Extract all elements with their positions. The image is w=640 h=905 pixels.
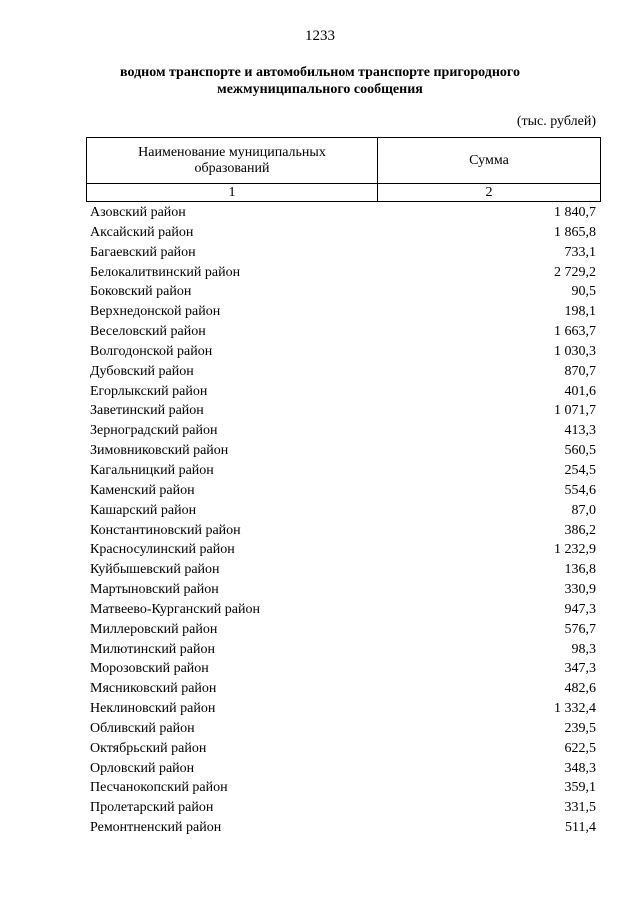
municipality-sum: 1 332,4: [554, 701, 596, 717]
table-header-row: [87, 138, 601, 184]
table-row: [90, 600, 596, 620]
table-column-numbers-row: [87, 184, 601, 202]
table-row: [90, 659, 596, 679]
municipality-name: Константиновский район: [90, 522, 241, 538]
table-row: [90, 282, 596, 302]
municipality-name: Зерноградский район: [90, 423, 218, 439]
heading-line-1: водном транспорте и автомобильном транспорте пригородного: [120, 65, 520, 80]
municipality-sum: 401,6: [564, 383, 596, 399]
municipality-name: Куйбышевский район: [90, 562, 220, 578]
municipality-name: Песчанокопский район: [90, 780, 228, 796]
municipality-name: Морозовский район: [90, 661, 209, 677]
municipality-sum: 622,5: [564, 740, 596, 756]
municipality-sum: 348,3: [564, 760, 596, 776]
table-row: [90, 580, 596, 600]
municipality-sum: 511,4: [565, 820, 596, 836]
table-row: [90, 302, 596, 322]
municipality-sum: 254,5: [564, 462, 596, 478]
municipality-sum: 98,3: [571, 641, 596, 657]
municipality-sum: 576,7: [564, 621, 596, 637]
municipality-name: Боковский район: [90, 284, 192, 300]
table-row: [90, 401, 596, 421]
municipality-name: Красносулинский район: [90, 542, 235, 558]
municipality-name: Орловский район: [90, 760, 195, 776]
table-row: [90, 362, 596, 382]
municipality-name: Заветинский район: [90, 403, 204, 419]
table-row: [90, 521, 596, 541]
table-row: [90, 699, 596, 719]
table-row: [90, 441, 596, 461]
municipality-sum: 198,1: [564, 304, 596, 320]
table-row: [90, 798, 596, 818]
document-heading: [60, 64, 580, 98]
municipality-sum: 1 232,9: [554, 542, 596, 558]
municipality-name: Азовский район: [90, 205, 186, 220]
municipality-sum: 482,6: [564, 681, 596, 697]
municipality-sum: 2 729,2: [554, 264, 596, 280]
municipality-name: Дубовский район: [90, 363, 194, 379]
table-row: [90, 739, 596, 759]
municipality-name: Неклиновский район: [90, 701, 216, 717]
municipality-sum: 1 071,7: [554, 403, 596, 419]
municipality-sum: 90,5: [571, 284, 596, 300]
municipality-name: Багаевский район: [90, 244, 196, 260]
municipality-name: Волгодонской район: [90, 343, 213, 359]
municipality-name: Кашарский район: [90, 502, 197, 518]
municipality-name: Мартыновский район: [90, 582, 219, 598]
table-row: [90, 640, 596, 660]
municipality-sum: 733,1: [564, 244, 596, 260]
table-row: [90, 818, 596, 838]
municipality-sum: 330,9: [564, 582, 596, 598]
municipality-sum: 413,3: [564, 423, 596, 439]
municipality-sum: 1 030,3: [554, 343, 596, 359]
municipality-sum: 239,5: [564, 720, 596, 736]
municipality-sum: 386,2: [564, 522, 596, 538]
municipality-name: Матвеево-Курганский район: [90, 601, 260, 617]
municipality-sum: 1 663,7: [554, 324, 596, 340]
table-row: [90, 263, 596, 283]
column-number-2: 2: [378, 184, 601, 202]
page-number: 1233: [305, 28, 335, 44]
municipality-name: Верхнедонской район: [90, 304, 221, 320]
table-row: [90, 421, 596, 441]
table-row: [90, 540, 596, 560]
table-row: [90, 223, 596, 243]
table-row: [90, 481, 596, 501]
municipality-name: Белокалитвинский район: [90, 264, 241, 280]
table-row: [90, 322, 596, 342]
table-header: [86, 137, 601, 202]
column-header-sum: Сумма: [378, 138, 601, 184]
municipality-sum: 870,7: [564, 363, 596, 379]
municipality-name: Октябрьский район: [90, 740, 207, 756]
municipality-sum: 560,5: [564, 443, 596, 459]
municipality-sum: 87,0: [571, 502, 596, 518]
municipality-sum: 347,3: [564, 661, 596, 677]
municipality-sum: 1 865,8: [554, 224, 596, 240]
municipality-name: Кагальницкий район: [90, 462, 214, 478]
municipality-name: Миллеровский район: [90, 621, 218, 637]
municipality-sum: 947,3: [564, 601, 596, 617]
municipality-sum: 331,5: [564, 800, 596, 816]
municipality-name: Аксайский район: [90, 224, 194, 240]
table-row: [90, 679, 596, 699]
municipality-sum: 359,1: [564, 780, 596, 796]
table-row: [90, 382, 596, 402]
municipality-name: Милютинский район: [90, 641, 216, 657]
municipality-sum: 1 840,7: [554, 205, 596, 220]
municipality-name: Обливский район: [90, 720, 195, 736]
column-header-name-line-1: Наименование муниципальных: [138, 144, 326, 160]
municipality-name: Зимовниковский район: [90, 443, 229, 459]
heading-line-2: межмуниципального сообщения: [217, 82, 423, 97]
table-row: [90, 501, 596, 521]
municipality-sum: 554,6: [564, 482, 596, 498]
municipality-name: Веселовский район: [90, 324, 206, 340]
column-header-name-line-2: образований: [194, 160, 270, 176]
table-row: [90, 759, 596, 779]
table-body: [90, 203, 596, 838]
column-number-1: 1: [87, 184, 378, 202]
column-header-name: [87, 138, 378, 184]
municipality-sum: 136,8: [564, 562, 596, 578]
table-row: [90, 620, 596, 640]
municipality-name: Пролетарский район: [90, 800, 214, 816]
table-row: [90, 461, 596, 481]
municipality-name: Егорлыкский район: [90, 383, 208, 399]
table-row: [90, 778, 596, 798]
table-row: [90, 243, 596, 263]
table-row: [90, 719, 596, 739]
municipality-name: Ремонтненский район: [90, 820, 222, 836]
table-row: [90, 203, 596, 223]
municipality-name: Каменский район: [90, 482, 195, 498]
table-row: [90, 342, 596, 362]
units-label: (тыс. рублей): [516, 114, 596, 129]
table-row: [90, 560, 596, 580]
municipality-name: Мясниковский район: [90, 681, 217, 697]
